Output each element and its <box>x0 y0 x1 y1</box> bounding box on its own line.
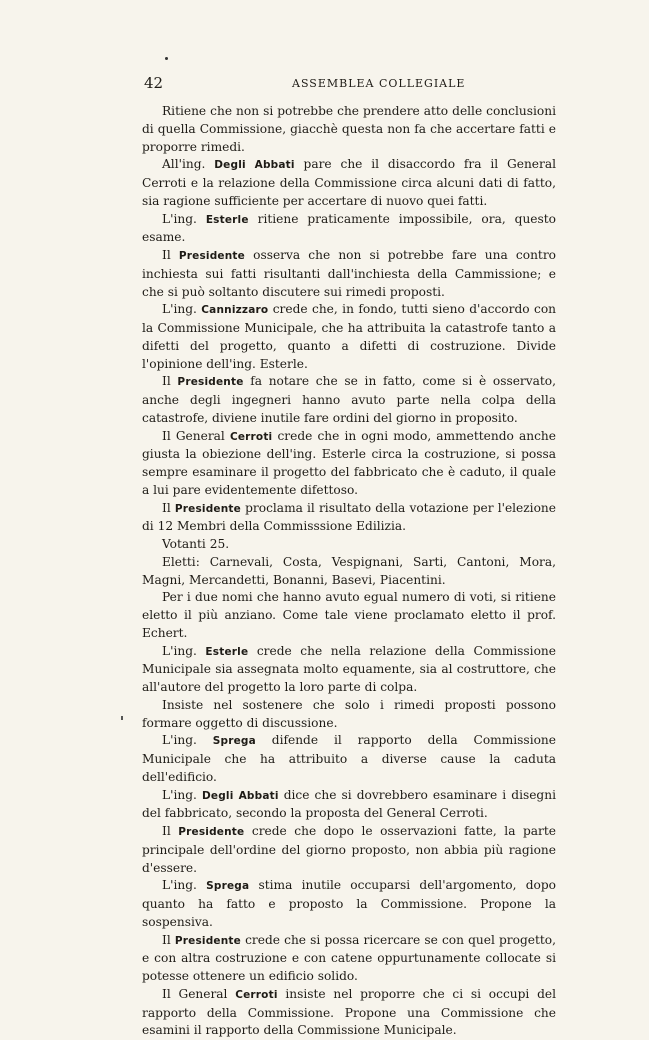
body-text <box>142 103 556 1040</box>
paragraph <box>142 823 556 877</box>
speaker-name: Presidente <box>178 826 245 838</box>
page-number: 42 <box>144 74 164 92</box>
paragraph <box>142 428 556 500</box>
paragraph <box>142 500 556 537</box>
paragraph <box>142 643 556 697</box>
paragraph <box>142 373 556 427</box>
paragraph-text: dice che si dovrebbero esaminare i disegni del fabbricato, secondo la proposta del General Cerroti. <box>142 787 556 821</box>
paragraph-text: L'ing. <box>162 643 206 658</box>
speaker-name: Presidente <box>178 250 245 262</box>
paragraph-text: L'ing. <box>162 211 206 226</box>
speaker-name: Sprega <box>212 735 256 748</box>
paragraph-text: difende il rapporto della Commissione Municipale che ha attribuito a diverse cause la caduta dell'edificio. <box>142 733 556 784</box>
page-header <box>144 74 554 96</box>
margin-mark <box>121 716 123 720</box>
paragraph <box>142 103 556 156</box>
paragraph <box>142 697 556 733</box>
paragraph-text: Insiste nel sostenere che solo i rimedi proposti possono formare oggetto di discussione. <box>142 697 556 730</box>
paragraph-text: proclama il risultato della votazione per l'elezione di 12 Membri della Commisssione Edilizia. <box>142 500 556 534</box>
paragraph-text: ritiene praticamente impossibile, ora, questo esame. <box>142 211 557 245</box>
speaker-name: Degli Abbati <box>214 159 295 172</box>
paragraph <box>142 554 556 590</box>
paragraph <box>142 589 556 642</box>
speaker-name: Presidente <box>174 502 241 515</box>
paragraph <box>142 732 556 786</box>
paragraph-text: L'ing. <box>162 878 207 893</box>
speaker-name: Sprega <box>206 880 250 893</box>
paragraph-text: crede che dopo le osservazioni fatte, la parte principale dell'ordine del giorno proposto, non abbia più ragione d'essere. <box>142 824 556 875</box>
paragraph-text: insiste nel proporre che ci si occupi del rapporto della Commissione. Propone una Commissione che esamini il rapporto della Commissione Municipale. <box>142 986 556 1038</box>
speaker-name: Degli Abbati <box>201 789 279 802</box>
paragraph-text: pare che il disaccordo fra il General Cerroti e la relazione della Commissione circa alcuni dati di fatto, sia ragione sufficiente per accertare di nuovo quei fatti. <box>142 157 556 208</box>
paragraph <box>142 536 556 554</box>
print-speck <box>165 57 168 60</box>
paragraph-text: crede che nella relazione della Commissione Municipale sia assegnata molto equamente, sia al costruttore, che all'autore del progetto la loro parte di colpa. <box>142 643 556 694</box>
paragraph-text: fa notare che se in fatto, come si è osservato, anche degli ingegneri hanno avuto parte nella colpa della catastrofe, diviene inutile fare ordini del giorno in proposito. <box>142 374 557 425</box>
paragraph-text: stima inutile occuparsi dell'argomento, dopo quanto ha fatto e proposto la Commissione. Propone la sospensiva. <box>142 878 557 929</box>
paragraph-text: Il General <box>162 986 236 1001</box>
speaker-name: Cannizzaro <box>201 304 269 317</box>
paragraph-text: Il <box>162 932 175 947</box>
paragraph-text: Il <box>162 374 178 389</box>
speaker-name: Cerroti <box>229 430 273 443</box>
paragraph-text: Il <box>162 824 179 838</box>
paragraph-text: Per i due nomi che hanno avuto egual numero di voti, si ritiene eletto il più anziano. Come tale viene proclamato eletto il prof. Echert. <box>142 590 556 640</box>
paragraph-text: crede che in ogni modo, ammettendo anche giusta la obiezione dell'ing. Esterle circa la costruzione, si possa sempre esaminare il progetto del fabbricato che è caduto, il quale a lui pare evidentemente difettoso. <box>142 428 556 497</box>
speaker-name: Cerroti <box>235 988 278 1001</box>
paragraph-text: crede che, in fondo, tutti sieno d'accordo con la Commissione Municipale, che ha attribuita la catastrofe tanto a difetti del progetto, quanto a difetti di costruzione. Divide l'opinione dell'ing. Esterle. <box>142 302 557 371</box>
paragraph-text: L'ing. <box>162 302 202 317</box>
paragraph <box>142 877 556 931</box>
paragraph <box>142 986 556 1040</box>
paragraph <box>142 156 556 210</box>
speaker-name: Presidente <box>174 934 241 947</box>
paragraph-text: Ritiene che non si potrebbe che prendere atto delle conclusioni di quella Commissione, giacchè questa non fa che accertare fatti e proporre rimedi. <box>142 104 556 154</box>
paragraph <box>142 301 556 373</box>
paragraph-text: L'ing. <box>162 733 213 748</box>
paragraph-text: L'ing. <box>162 787 202 802</box>
speaker-name: Presidente <box>177 376 244 389</box>
speaker-name: Esterle <box>205 645 249 658</box>
paragraph-text: Votanti 25. <box>162 537 230 551</box>
running-title: ASSEMBLEA COLLEGIALE <box>292 77 466 90</box>
paragraph <box>142 787 556 824</box>
paragraph-text: Il <box>162 500 175 515</box>
paragraph <box>142 932 556 986</box>
paragraph-text: All'ing. <box>162 157 215 172</box>
paragraph-text: Il <box>162 248 179 262</box>
paragraph <box>142 247 556 301</box>
paragraph-text: crede che si possa ricercare se con quel progetto, e con altra costruzione e con catene oppurtunamente collocate si potesse ottenere un edificio solido. <box>142 932 556 983</box>
paragraph-text: Il General <box>162 428 230 443</box>
speaker-name: Esterle <box>205 213 249 226</box>
paragraph <box>142 211 556 248</box>
paragraph-text: osserva che non si potrebbe fare una contro inchiesta sui fatti risultanti dall'inchiesta della Cammissione; e che si può soltanto discutere sui rimedi proposti. <box>142 248 556 299</box>
paragraph-text: Eletti: Carnevali, Costa, Vespignani, Sarti, Cantoni, Mora, Magni, Mercandetti, Bonanni, Basevi, Piacentini. <box>142 554 556 587</box>
